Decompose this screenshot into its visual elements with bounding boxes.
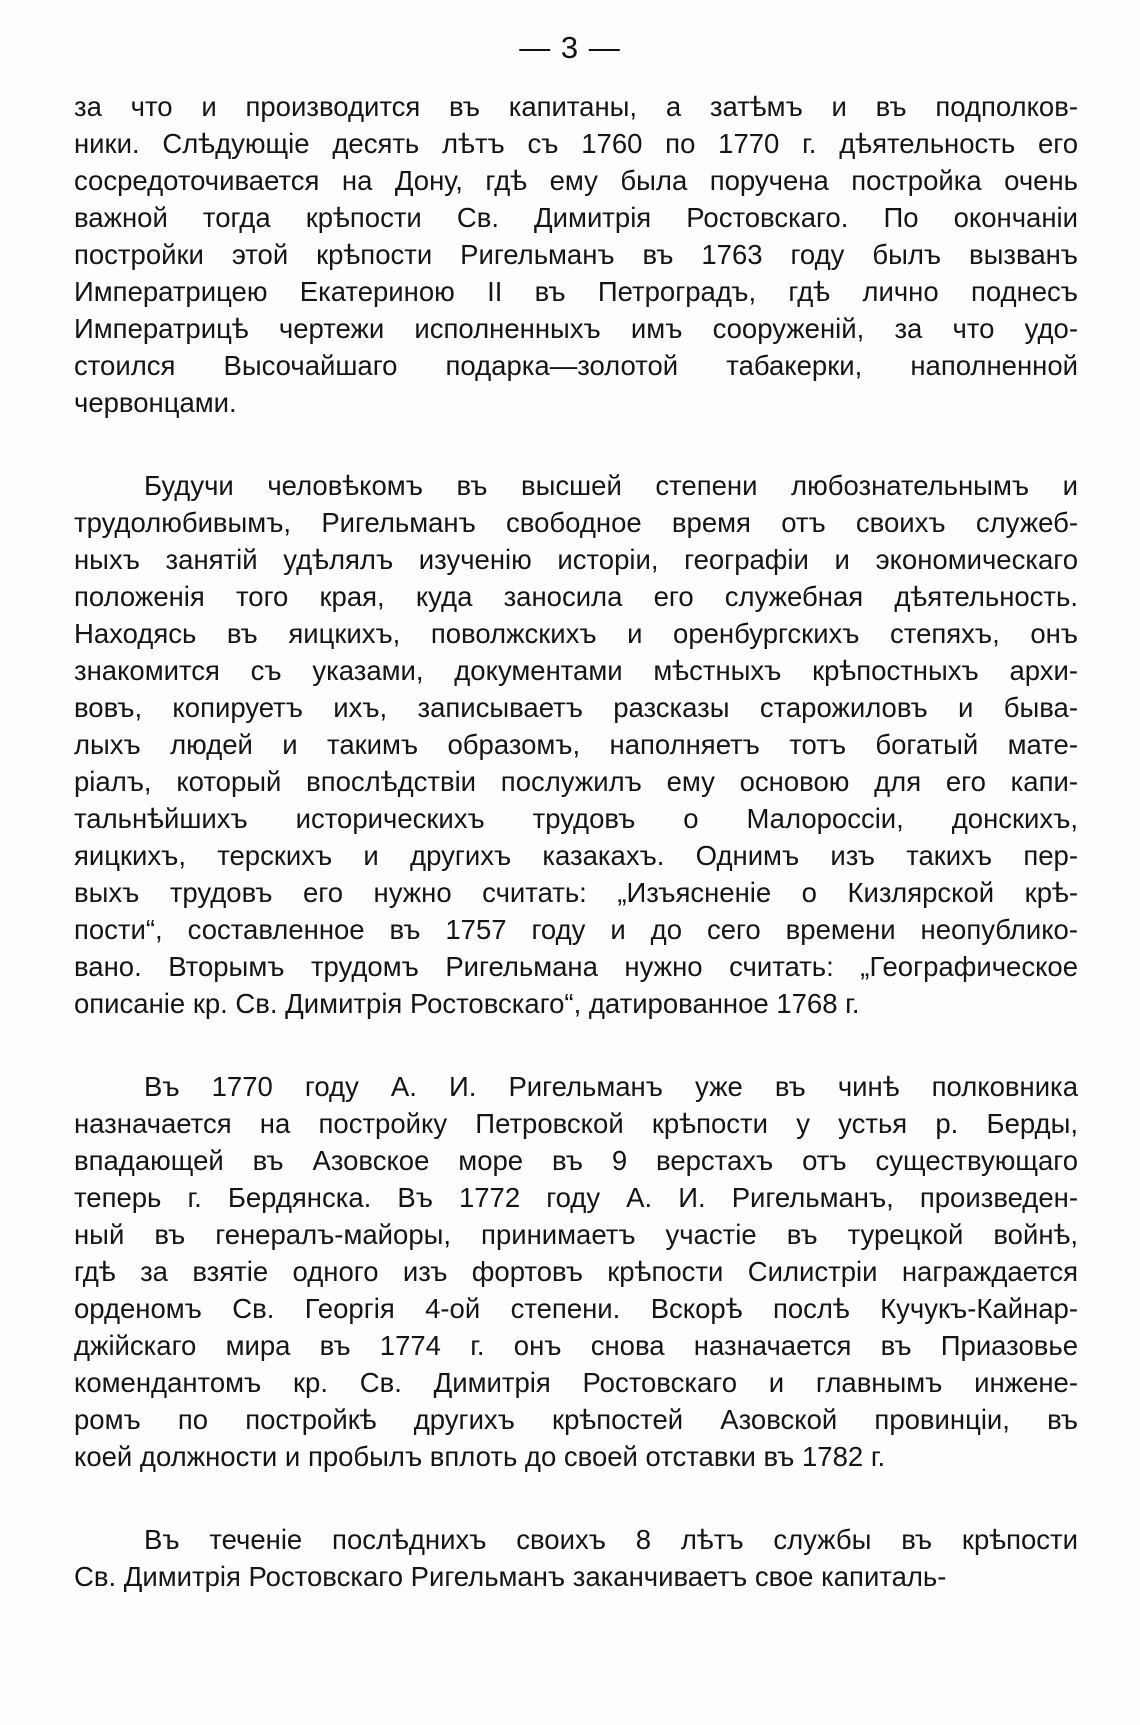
paragraph-line: лыхъ людей и такимъ образомъ, наполняетъ тотъ богатый мате- — [74, 729, 1078, 760]
paragraph-line: орденомъ Св. Георгія 4-ой степени. Вскорѣ послѣ Кучукъ-Кайнар- — [74, 1293, 1078, 1324]
paragraph-line: ромъ по постройкѣ другихъ крѣпостей Азовской провинціи, въ — [74, 1404, 1078, 1435]
paragraph-line: яицкихъ, терскихъ и другихъ казакахъ. Однимъ изъ такихъ пер- — [74, 840, 1078, 871]
page-number: — 3 — — [519, 30, 621, 65]
paragraph-line: червонцами. — [74, 387, 237, 418]
paragraph-line: Св. Димитрія Ростовскаго Ригельманъ заканчиваетъ свое капиталь- — [74, 1561, 947, 1592]
paragraph-line: Будучи человѣкомъ въ высшей степени любознательнымъ и — [144, 470, 1078, 501]
paragraph-line: стоился Высочайшаго подарка—золотой табакерки, наполненной — [74, 350, 1078, 381]
paragraph-line: ныхъ занятій удѣлялъ изученію исторіи, географіи и экономическаго — [74, 544, 1078, 575]
paragraph-line: назначается на постройку Петровской крѣпости у устья р. Берды, — [74, 1108, 1078, 1139]
paragraph-line: теперь г. Бердянска. Въ 1772 году А. И. Ригельманъ, произведен- — [74, 1182, 1078, 1213]
paragraph-line: гдѣ за взятіе одного изъ фортовъ крѣпости Силистріи награждается — [74, 1256, 1078, 1287]
paragraph-line: джійскаго мира въ 1774 г. онъ снова назначается въ Приазовье — [74, 1330, 1078, 1361]
paragraph-line: за что и производится въ капитаны, а затѣмъ и въ подполков- — [74, 91, 1078, 122]
paragraph-line: описаніе кр. Св. Димитрія Ростовскаго“, датированное 1768 г. — [74, 988, 860, 1019]
paragraph-line: Въ 1770 году А. И. Ригельманъ уже въ чинѣ полковника — [144, 1071, 1078, 1102]
paragraph-line: Императрицѣ чертежи исполненныхъ имъ сооруженій, за что удо- — [74, 313, 1078, 344]
paragraph-line: Императрицею Екатериною II въ Петроградъ, гдѣ лично поднесъ — [74, 276, 1078, 307]
paragraph-line: сосредоточивается на Дону, гдѣ ему была поручена постройка очень — [74, 165, 1078, 196]
paragraph-line: вовъ, копируетъ ихъ, записываетъ разсказы старожиловъ и быва- — [74, 692, 1078, 723]
paragraph-line: тальнѣйшихъ историческихъ трудовъ о Малороссіи, донскихъ, — [74, 803, 1078, 834]
paragraph-line: вано. Вторымъ трудомъ Ригельмана нужно считать: „Географическое — [74, 951, 1078, 982]
paragraph-line: ный въ генералъ-майоры, принимаетъ участіе въ турецкой войнѣ, — [74, 1219, 1078, 1250]
paragraph-line: знакомится съ указами, документами мѣстныхъ крѣпостныхъ архи- — [74, 655, 1078, 686]
paragraph-line: ріалъ, который впослѣдствіи послужилъ ему основою для его капи- — [74, 766, 1078, 797]
paragraph-line: пости“, составленное въ 1757 году и до сего времени неопублико- — [74, 914, 1078, 945]
paragraph-line: коей должности и пробылъ вплоть до своей отставки въ 1782 г. — [74, 1441, 886, 1472]
paragraph-line: впадающей въ Азовское море въ 9 верстахъ отъ существующаго — [74, 1145, 1078, 1176]
paragraph-line: трудолюбивымъ, Ригельманъ свободное время отъ своихъ служеб- — [74, 507, 1078, 538]
paragraph-line: важной тогда крѣпости Св. Димитрія Ростовскаго. По окончаніи — [74, 202, 1078, 233]
paragraph-line: выхъ трудовъ его нужно считать: „Изъясненіе о Кизлярской крѣ- — [74, 877, 1078, 908]
paragraph-line: постройки этой крѣпости Ригельманъ въ 1763 году былъ вызванъ — [74, 239, 1078, 270]
paragraph-line: комендантомъ кр. Св. Димитрія Ростовскаго и главнымъ инжене- — [74, 1367, 1078, 1398]
paragraph-line: положенія того края, куда заносила его служебная дѣятельность. — [74, 581, 1078, 612]
paragraph-line: Находясь въ яицкихъ, поволжскихъ и оренбургскихъ степяхъ, онъ — [74, 618, 1078, 649]
paragraph-line: ники. Слѣдующіе десять лѣтъ съ 1760 по 1770 г. дѣятельность его — [74, 128, 1078, 159]
paragraph-line: Въ теченіе послѣднихъ своихъ 8 лѣтъ службы въ крѣпости — [144, 1524, 1078, 1555]
